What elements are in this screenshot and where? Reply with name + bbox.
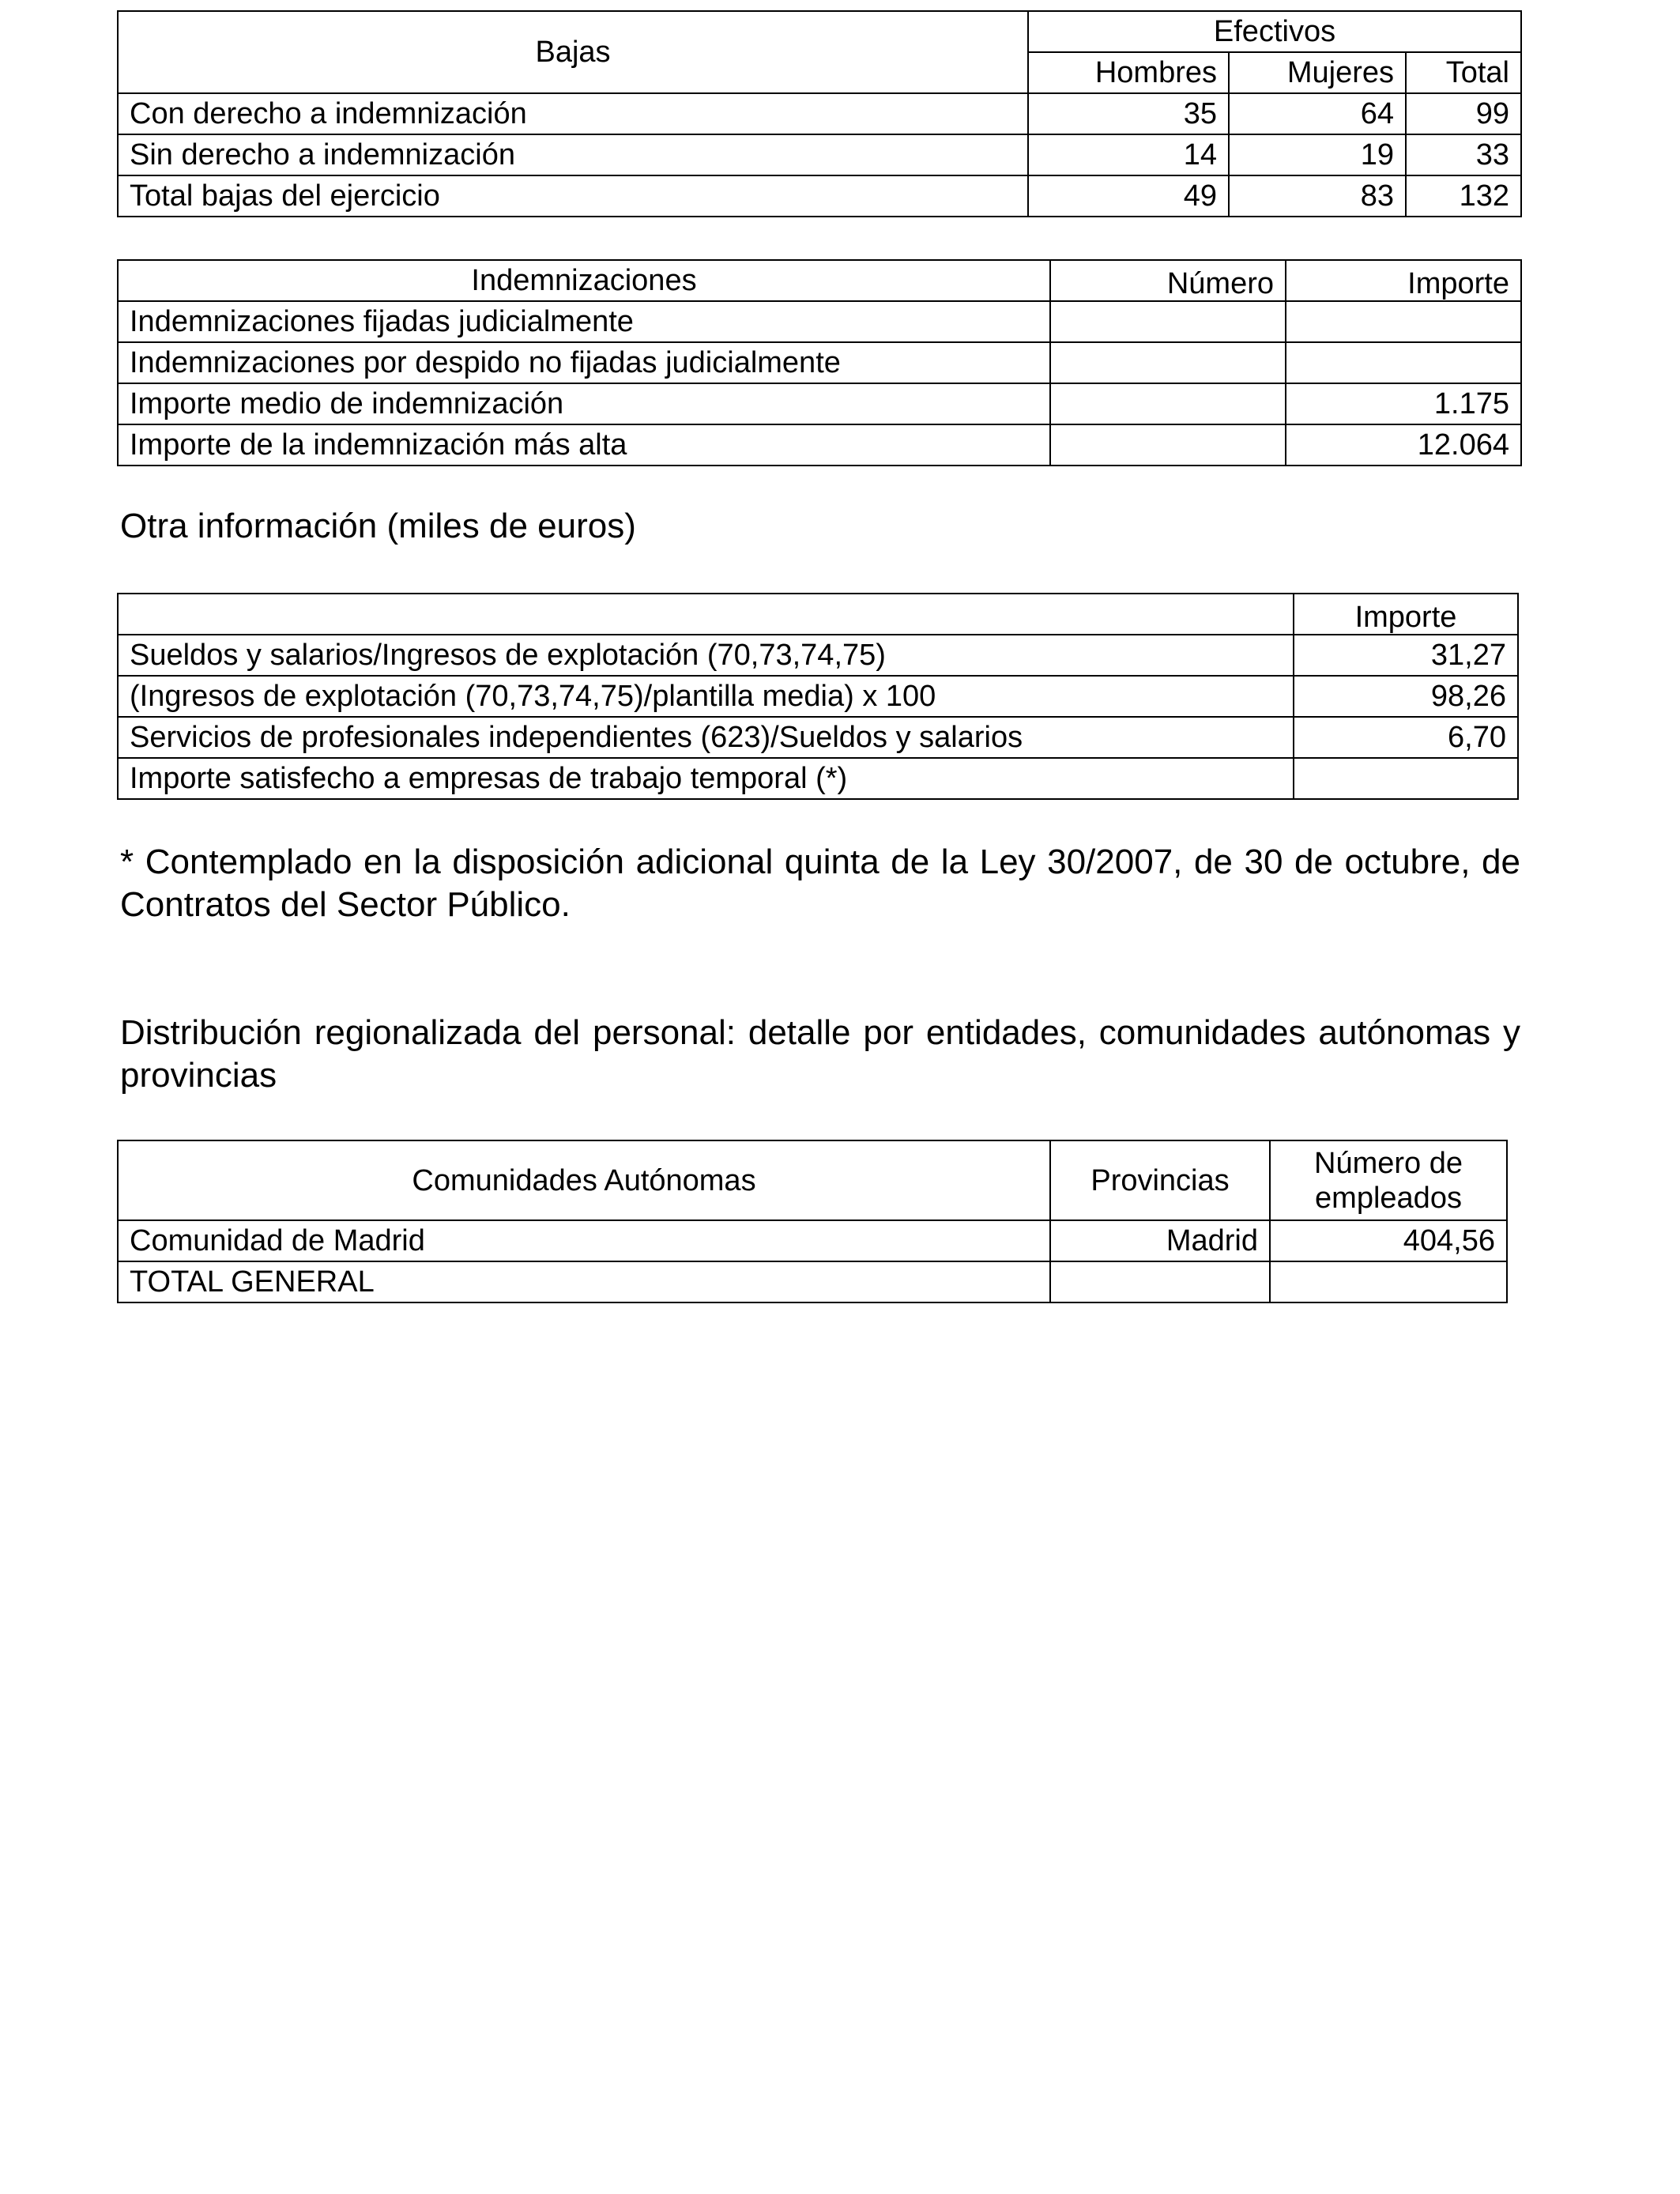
importe-value: 6,70 bbox=[1294, 717, 1518, 758]
importe-header: Importe bbox=[1286, 260, 1521, 301]
empleados-cell: 404,56 bbox=[1270, 1220, 1507, 1261]
table-row bbox=[118, 342, 1521, 383]
hombres-header: Hombres bbox=[1028, 52, 1229, 93]
importe-value: 31,27 bbox=[1294, 635, 1518, 676]
importe-value bbox=[1294, 758, 1518, 799]
otra-informacion-table bbox=[117, 593, 1519, 800]
table-row bbox=[118, 635, 1518, 676]
empty-header-cell bbox=[118, 594, 1294, 635]
mujeres-value: 64 bbox=[1229, 93, 1406, 134]
table-row bbox=[118, 175, 1521, 217]
hombres-value: 14 bbox=[1028, 134, 1229, 175]
row-label: Importe medio de indemnización bbox=[118, 383, 1050, 424]
row-label: (Ingresos de explotación (70,73,74,75)/plantilla media) x 100 bbox=[118, 676, 1294, 717]
table-row bbox=[118, 301, 1521, 342]
numero-header: Número bbox=[1050, 260, 1286, 301]
footnote-text: * Contemplado en la disposición adicional quinta de la Ley 30/2007, de 30 de octubre, de Contratos del Sector Público. bbox=[120, 843, 1520, 924]
importe-value: 98,26 bbox=[1294, 676, 1518, 717]
table-row bbox=[118, 1220, 1507, 1261]
comunidades-header: Comunidades Autónomas bbox=[118, 1140, 1050, 1220]
mujeres-value: 19 bbox=[1229, 134, 1406, 175]
row-label: Indemnizaciones fijadas judicialmente bbox=[118, 301, 1050, 342]
empleados-header: Número de empleados bbox=[1270, 1140, 1507, 1220]
row-label: Sin derecho a indemnización bbox=[118, 134, 1028, 175]
row-label: Importe satisfecho a empresas de trabajo temporal (*) bbox=[118, 758, 1294, 799]
distribucion-heading: Distribución regionalizada del personal: detalle por entidades, comunidades autónomas y provincias bbox=[120, 1013, 1520, 1095]
empleados-cell bbox=[1270, 1261, 1507, 1302]
distribucion-table bbox=[117, 1140, 1508, 1303]
row-label: Sueldos y salarios/Ingresos de explotación (70,73,74,75) bbox=[118, 635, 1294, 676]
total-value: 132 bbox=[1406, 175, 1521, 217]
mujeres-value: 83 bbox=[1229, 175, 1406, 217]
total-value: 99 bbox=[1406, 93, 1521, 134]
row-label: Con derecho a indemnización bbox=[118, 93, 1028, 134]
efectivos-header: Efectivos bbox=[1028, 11, 1521, 52]
table-row bbox=[118, 383, 1521, 424]
importe-header: Importe bbox=[1294, 594, 1518, 635]
hombres-value: 49 bbox=[1028, 175, 1229, 217]
row-label: Total bajas del ejercicio bbox=[118, 175, 1028, 217]
table-row bbox=[118, 676, 1518, 717]
otra-informacion-heading: Otra información (miles de euros) bbox=[120, 507, 636, 545]
total-header: Total bbox=[1406, 52, 1521, 93]
provincias-header: Provincias bbox=[1050, 1140, 1270, 1220]
importe-value: 1.175 bbox=[1286, 383, 1521, 424]
row-label: Importe de la indemnización más alta bbox=[118, 424, 1050, 466]
table-row bbox=[118, 424, 1521, 466]
numero-value bbox=[1050, 383, 1286, 424]
comunidad-cell: TOTAL GENERAL bbox=[118, 1261, 1050, 1302]
hombres-value: 35 bbox=[1028, 93, 1229, 134]
indemnizaciones-table bbox=[117, 259, 1522, 466]
row-label: Indemnizaciones por despido no fijadas judicialmente bbox=[118, 342, 1050, 383]
table-row bbox=[118, 1261, 1507, 1302]
mujeres-header: Mujeres bbox=[1229, 52, 1406, 93]
provincia-cell: Madrid bbox=[1050, 1220, 1270, 1261]
indemnizaciones-header: Indemnizaciones bbox=[118, 260, 1050, 301]
table-row bbox=[118, 134, 1521, 175]
table-row bbox=[118, 93, 1521, 134]
numero-value bbox=[1050, 342, 1286, 383]
numero-value bbox=[1050, 301, 1286, 342]
importe-value bbox=[1286, 301, 1521, 342]
importe-value: 12.064 bbox=[1286, 424, 1521, 466]
bajas-header: Bajas bbox=[118, 11, 1028, 93]
table-row bbox=[118, 758, 1518, 799]
bajas-table bbox=[117, 10, 1522, 217]
comunidad-cell: Comunidad de Madrid bbox=[118, 1220, 1050, 1261]
provincia-cell bbox=[1050, 1261, 1270, 1302]
table-row bbox=[118, 717, 1518, 758]
row-label: Servicios de profesionales independientes (623)/Sueldos y salarios bbox=[118, 717, 1294, 758]
importe-value bbox=[1286, 342, 1521, 383]
total-value: 33 bbox=[1406, 134, 1521, 175]
numero-value bbox=[1050, 424, 1286, 466]
